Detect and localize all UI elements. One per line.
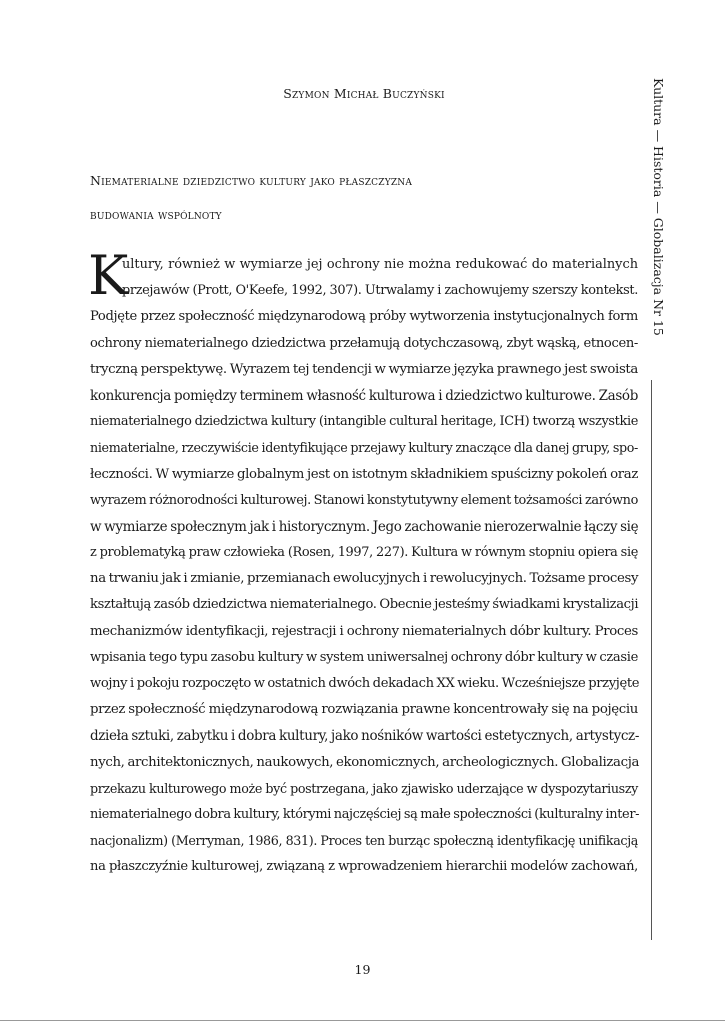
body-line: kształtują zasób dziedzictwa niematerialnego. Obecnie jesteśmy świadkami krystalizacji [90,597,639,613]
article-title-line-1: Niematerialne dziedzictwo kultury jako płaszczyzna [90,173,413,188]
body-line: ochrony niematerialnego dziedzictwa przełamują dotychczasową, zbyt wąską, etnocen- [90,335,638,351]
body-line: dzieła sztuki, zabytku i dobra kultury, jako nośników wartości estetycznych, artystycz- [90,728,640,745]
body-line: konkurencja pomiędzy terminem własność kulturowa i dziedzictwo kulturowe. Zasób [90,387,638,404]
body-line: mechanizmów identyfikacji, rejestracji i ochrony niematerialnych dóbr kultury. Proces [90,623,638,639]
margin-rule [651,380,652,940]
running-head: Kultura — Historia — Globalizacja Nr 15 [651,78,666,336]
body-line: wpisania tego typu zasobu kultury w system uniwersalnej ochrony dóbr kultury w czasie [90,649,638,665]
body-line: niematerialne, rzeczywiście identyfikujące przejawy kultury znaczące dla danej grupy, spo- [90,440,638,456]
body-line: przekazu kulturowego może być postrzegana, jako zjawisko uderzające w dyspozytariuszy [90,780,638,796]
body-line: nacjonalizm) (Merryman, 1986, 831). Proces ten burząc społeczną identyfikację unifikacją [90,833,638,849]
body-text [90,252,638,881]
body-line: ultury, również w wymiarze jej ochrony nie można redukować do materialnych [122,257,638,272]
body-line: przejawów (Prott, O'Keefe, 1992, 307). Utrwalamy i zachowujemy szerszy kontekst. [122,283,638,299]
body-line: wojny i pokoju rozpoczęto w ostatnich dwóch dekadach XX wieku. Wcześniejsze przyjęte [90,676,640,691]
article-title-line-2: budowania wspólnoty [90,207,222,222]
body-line: Podjęte przez społeczność międzynarodową próby wytworzenia instytucjonalnych form [90,309,638,325]
body-line: wyrazem różnorodności kulturowej. Stanowi konstytutywny element tożsamości zarówno [90,492,638,508]
body-line: z problematyką praw człowieka (Rosen, 1997, 227). Kultura w równym stopniu opiera się [90,545,638,561]
body-line: tryczną perspektywę. Wyrazem tej tendencji w wymiarze języka prawnego jest swoista [90,361,638,377]
body-line: niematerialnego dziedzictwa kultury (intangible cultural heritage, ICH) tworzą wszystkie [90,414,638,430]
drop-cap: K [88,244,129,307]
body-line: w wymiarze społecznym jak i historycznym. Jego zachowanie nierozerwalnie łączy się [90,518,639,535]
author-name: Szymon Michał Buczyński [283,86,445,101]
body-line: niematerialnego dobra kultury, którymi najczęściej są małe społeczności (kulturalny inter- [90,806,640,822]
body-line: nych, architektonicznych, naukowych, ekonomicznych, archeologicznych. Globalizacja [90,754,640,770]
bottom-rule [0,1020,725,1021]
body-line: na płaszczyźnie kulturowej, związaną z wprowadzeniem hierarchii modelów zachowań, [90,859,638,875]
page-number: 19 [354,962,371,977]
body-line: przez społeczność międzynarodową rozwiązania prawne koncentrowały się na pojęciu [90,702,638,718]
body-line: łeczności. W wymiarze globalnym jest on istotnym składnikiem spuścizny pokoleń oraz [90,466,638,482]
body-line: na trwaniu jak i zmianie, przemianach ewolucyjnych i rewolucyjnych. Tożsame procesy [90,571,639,587]
